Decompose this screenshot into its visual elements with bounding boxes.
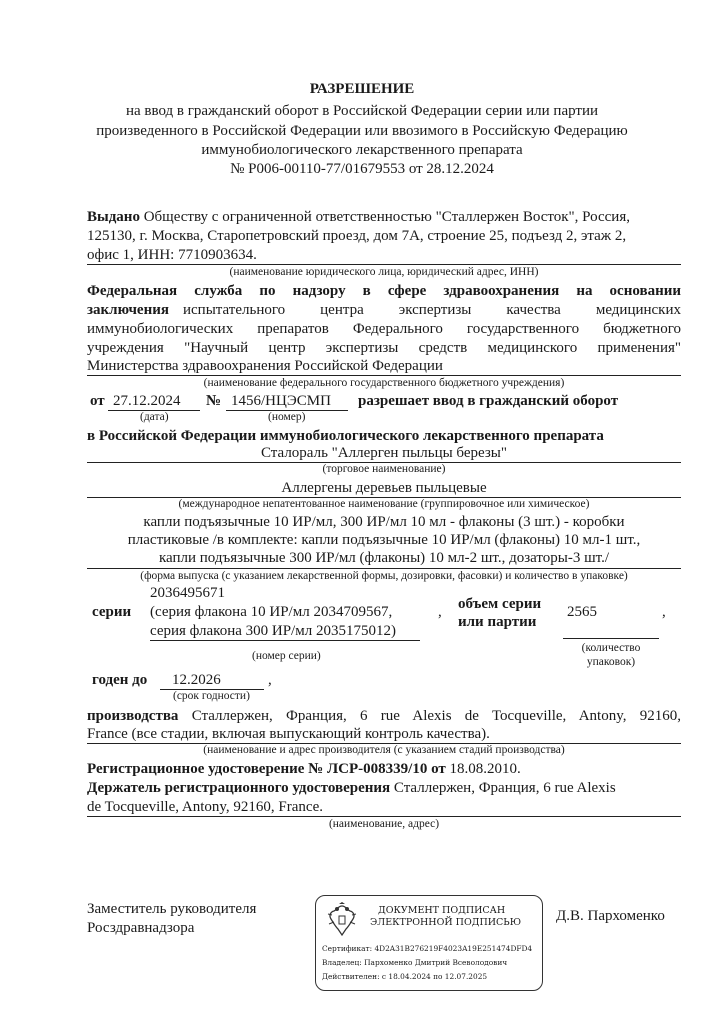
- stamp-title-2: ЭЛЕКТРОННОЙ ПОДПИСЬЮ: [370, 917, 522, 928]
- form-line-3: капли подъязычные 300 ИР/мл (флаконы) 10 мл-2 шт., дозаторы-3 шт./: [158, 550, 610, 566]
- registration-line: [87, 760, 521, 779]
- series-underline: [150, 640, 420, 641]
- validity-comma: ,: [268, 672, 272, 688]
- authority-caption: (наименование федерального государственного бюджетного учреждения): [203, 377, 565, 389]
- series-label: серии: [92, 604, 132, 620]
- conclusion-number: 1456/НЦЭСМП: [231, 393, 331, 409]
- title-line-3: иммунобиологического лекарственного препарата: [201, 142, 523, 158]
- holder-line-1: [87, 779, 616, 798]
- authority-line-1: Федеральная служба по надзору в сфере здравоохранения на основании: [87, 283, 681, 299]
- inn-caption: (международное непатентованное наименование (группировочное или химическое): [178, 498, 590, 510]
- holder-caption: (наименование, адрес): [328, 818, 440, 830]
- stamp-title-1: ДОКУМЕНТ ПОДПИСАН: [378, 905, 506, 916]
- holder-line-2: de Tocqueville, Antony, 92160, France.: [87, 799, 323, 815]
- issued-underline: [87, 264, 681, 265]
- manufacturer-caption: (наименование и адрес производителя (с указанием стадий производства): [203, 744, 565, 756]
- manufacturer-label: производства: [87, 708, 179, 724]
- from-label: от: [90, 393, 105, 409]
- form-caption: (форма выпуска (с указанием лекарственной формы, дозировки, фасовки) и количество в упаковке): [140, 570, 628, 582]
- inn-name: Аллергены деревьев пыльцевые: [281, 480, 487, 496]
- trade-caption: (торговое наименование): [322, 463, 446, 475]
- holder-label: Держатель регистрационного удостоверения: [87, 780, 391, 796]
- issued-line-1: [87, 208, 630, 227]
- title-line-1: на ввод в гражданский оборот в Российской Федерации серии или партии: [125, 103, 599, 119]
- manufacturer-line-2: France (все стадии, включая выпускающий контроль качества).: [87, 726, 490, 742]
- signer-position-2: Росздравнадзора: [87, 920, 195, 936]
- holder-underline: [87, 816, 681, 817]
- allow-text: разрешает ввод в гражданский оборот: [358, 393, 619, 409]
- volume-label-2: или партии: [458, 614, 537, 630]
- manufacturer-address: Сталлержен, Франция, 6 rue Alexis de Tocqueville, Antony, 92160,: [178, 708, 681, 724]
- authority-center: испытательного центра экспертизы качества медицинских: [183, 302, 681, 318]
- issued-line-2: 125130, г. Москва, Старопетровский проезд, дом 7А, строение 25, подъезд 2, этаж 2,: [87, 228, 627, 244]
- form-underline: [87, 568, 681, 569]
- series-sub-1: (серия флакона 10 ИР/мл 2034709567,: [150, 604, 393, 620]
- permit-number: № Р006-00110-77/01679553 от 28.12.2024: [230, 161, 494, 177]
- stamp-owner: Владелец: Пархоменко Дмитрий Всеволодович: [322, 958, 508, 967]
- validity-label: годен до: [92, 672, 148, 688]
- authority-line-5: Министерства здравоохранения Российской Федерации: [87, 358, 443, 374]
- validity-date: 12.2026: [172, 672, 221, 688]
- authority-line-4: учреждения "Научный центр экспертизы средств медицинского применения": [87, 340, 681, 356]
- conclusion-word: заключения: [87, 302, 169, 318]
- series-comma: ,: [438, 604, 442, 620]
- signer-position-1: Заместитель руководителя: [87, 901, 257, 917]
- issued-company: Обществу с ограниченной ответственностью "Сталлержен Восток", Россия,: [139, 209, 630, 225]
- drug-intro: в Российской Федерации иммунобиологического лекарственного препарата: [87, 428, 604, 444]
- registration-label: Регистрационное удостоверение № ЛСР-008339/10 от: [87, 761, 446, 777]
- number-caption: (номер): [268, 411, 306, 423]
- holder-address: Сталлержен, Франция, 6 rue Alexis: [390, 780, 616, 796]
- authority-underline: [87, 375, 681, 376]
- authority-line-2: [87, 301, 681, 320]
- validity-caption: (срок годности): [173, 690, 250, 702]
- issued-caption: (наименование юридического лица, юридический адрес, ИНН): [229, 266, 539, 278]
- signer-name: Д.В. Пархоменко: [556, 908, 665, 924]
- manufacturer-line-1: [87, 707, 681, 726]
- series-sub-2: серия флакона 300 ИР/мл 2035175012): [150, 623, 396, 639]
- title-line-2: произведенного в Российской Федерации или ввозимого в Российскую Федерацию: [96, 123, 628, 139]
- form-line-2: пластиковые /в комплекте: капли подъязычные 10 ИР/мл (флаконы) 10 мл-1 шт.,: [127, 532, 641, 548]
- trade-name: Сталораль "Аллерген пыльцы березы": [260, 445, 507, 461]
- number-sign: №: [206, 393, 222, 409]
- volume-value: 2565: [567, 604, 597, 620]
- authority-line-3: иммунобиологических препаратов Федерального государственного бюджетного: [87, 321, 681, 337]
- electronic-signature-stamp: [315, 895, 543, 991]
- issued-line-3: офис 1, ИНН: 7710903634.: [87, 247, 257, 263]
- stamp-certificate: Сертификат: 4D2A31B276219F4023A19E251474DFD4: [322, 944, 533, 953]
- volume-underline: [563, 638, 659, 639]
- registration-date: 18.08.2010.: [445, 761, 521, 777]
- coat-of-arms-icon: [326, 902, 358, 940]
- stamp-validity: Действителен: с 18.04.2024 по 12.07.2025: [322, 972, 488, 981]
- volume-comma: ,: [662, 604, 666, 620]
- form-line-1: капли подъязычные 10 ИР/мл, 300 ИР/мл 10 мл - флаконы (3 шт.) - коробки: [143, 514, 625, 530]
- volume-label-1: объем серии: [458, 596, 542, 612]
- series-number: 2036495671: [150, 585, 225, 601]
- quantity-caption-1: (количество: [581, 642, 641, 654]
- series-caption: (номер серии): [252, 650, 321, 662]
- document-title: РАЗРЕШЕНИЕ: [309, 81, 415, 97]
- quantity-caption-2: упаковок): [586, 656, 636, 668]
- conclusion-date: 27.12.2024: [113, 393, 181, 409]
- date-caption: (дата): [140, 411, 169, 423]
- issued-label: Выдано: [87, 209, 140, 225]
